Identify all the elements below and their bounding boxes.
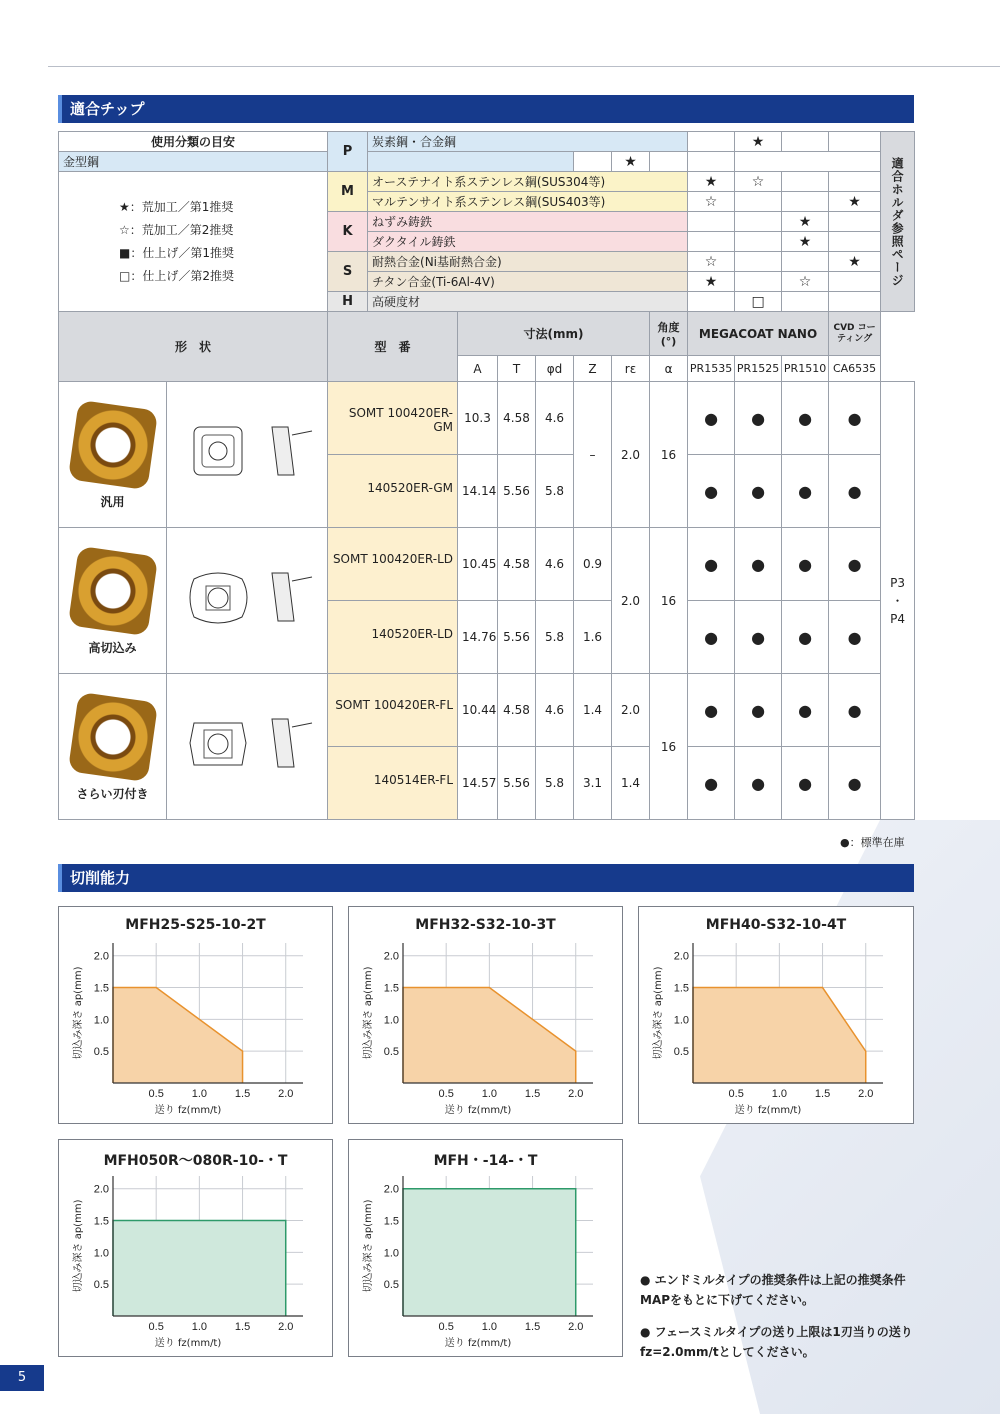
iso-letter: M [328,172,368,212]
x-tick-label: 1.5 [524,1088,541,1100]
legend-item: ■：仕上げ／第1推奨 [119,245,234,260]
section-title: 切削能力 [70,869,131,887]
product-row [59,382,915,455]
product-row [59,528,915,601]
stock-dot: ● [688,382,735,455]
recommend-mark [688,152,735,172]
chart-title: MFH32-S32-10-3T [415,917,556,933]
dim-A: 14.57 [458,747,498,820]
recommend-mark: ☆ [688,192,735,212]
dim-re: 2.0 [612,382,650,528]
recommend-mark: ★ [688,272,735,292]
x-axis-label: 送り fz(mm/t) [734,1105,802,1116]
x-tick-label: 1.5 [234,1088,251,1100]
stock-dot: ● [782,601,829,674]
recommend-mark: ★ [782,212,829,232]
dim-re: 2.0 [612,528,650,674]
x-tick-label: 1.0 [191,1088,208,1100]
iso-letter: P [328,132,368,172]
model-prefix: SOMT [348,406,384,420]
x-tick-label: 2.0 [278,1088,294,1100]
y-tick-label: 2.0 [93,950,109,963]
dimensions-header: 寸法(mm) [458,312,650,356]
stock-dot: ● [735,674,782,747]
stock-note: ●：標準在庫 [840,836,905,849]
section-fitting-tips [58,95,914,123]
chart-title: MFH050R〜080R-10-・T [103,1153,288,1169]
recommend-mark [735,212,782,232]
y-tick-label: 2.0 [383,950,399,963]
recommend-mark [829,212,881,232]
recommend-mark [782,172,829,192]
material-name: オーステナイト系ステンレス鋼(SUS304等) [368,172,688,192]
iso-letter: K [328,212,368,252]
chart-mfh32 [348,906,623,1124]
recommend-mark [829,272,881,292]
chart-svg [59,907,334,1125]
model-prefix: SOMT [335,698,371,712]
dim-A: 14.76 [458,601,498,674]
model-cell [328,674,458,747]
legend-item: ☆：荒加工／第2推奨 [119,222,234,237]
insert-photo-cell [59,382,167,528]
recommend-mark [782,252,829,272]
y-tick-label: 1.0 [383,1247,399,1260]
capability-area [693,988,866,1083]
insert-drawing [172,541,322,661]
section-cutting [58,864,914,892]
dim-d: 5.8 [536,601,574,674]
x-axis-label: 送り fz(mm/t) [444,1105,512,1116]
model-code: 100420ER-GM [387,406,454,434]
holder-ref-cell [881,382,915,820]
recommend-mark [829,132,881,152]
recommend-mark [829,292,881,312]
capability-area [403,988,576,1083]
insert-drawing [172,687,322,807]
dim-col-header: φd [536,356,574,382]
x-tick-label: 0.5 [438,1321,454,1333]
model-cell [328,601,458,674]
top-rule [48,66,1000,67]
y-axis-label: 切込み深さ ap(mm) [363,1199,374,1293]
y-axis-label: 切込み深さ ap(mm) [73,1199,84,1293]
x-axis-label: 送り fz(mm/t) [154,1338,222,1349]
material-name: マルテンサイト系ステンレス鋼(SUS403等) [368,192,688,212]
x-tick-label: 0.5 [148,1088,164,1100]
y-tick-label: 0.5 [93,1279,109,1292]
x-tick-label: 1.0 [771,1088,788,1100]
stock-dot: ● [782,455,829,528]
model-code: 140520ER-GM [367,481,454,495]
note-facemill: ● フェースミルタイプの送り上限は1刃当りの送りfz=2.0mm/tとしてください。 [640,1325,913,1359]
x-tick-label: 1.5 [524,1321,541,1333]
x-tick-label: 2.0 [278,1321,294,1333]
megacoat-header: MEGACOAT NANO [688,312,829,356]
y-tick-label: 0.5 [93,1046,109,1059]
x-tick-label: 2.0 [568,1321,584,1333]
drawing-cell [167,674,328,820]
chart-svg [639,907,915,1125]
stock-dot: ● [688,747,735,820]
stock-dot: ● [735,747,782,820]
stock-dot: ● [688,674,735,747]
recommend-mark: ★ [829,192,881,212]
dim-Z: 0.9 [574,528,612,601]
dim-col-header: A [458,356,498,382]
legend [59,172,328,312]
dim-A: 14.14 [458,455,498,528]
stock-dot: ● [829,674,881,747]
y-axis-label: 切込み深さ ap(mm) [363,966,374,1060]
recommend-mark [735,232,782,252]
dim-col-header: rε [612,356,650,382]
holder-ref-label: 適合ホルダ参照ページ [890,156,905,287]
x-tick-label: 0.5 [148,1321,164,1333]
stock-dot: ● [688,455,735,528]
dim-Z: 1.6 [574,601,612,674]
material-row [59,172,915,192]
x-tick-label: 1.5 [814,1088,831,1100]
y-tick-label: 1.5 [93,1215,109,1228]
recommend-mark [782,192,829,212]
model-cell [328,455,458,528]
capability-area [113,1221,286,1316]
stock-dot: ● [829,528,881,601]
dim-d: 5.8 [536,455,574,528]
x-tick-label: 1.0 [481,1321,498,1333]
model-cell [328,528,458,601]
holder-ref-value: P4 [890,611,905,626]
cvd-header: CVD コーティング [829,312,881,356]
stock-dot: ● [782,674,829,747]
model-code: 100420ER-FL [373,698,454,712]
iso-letter: H [328,292,368,312]
stock-dot: ● [782,528,829,601]
recommend-mark [735,252,782,272]
usage-label: 使用分類の目安 [59,132,328,152]
legend-item: ★：荒加工／第1推奨 [119,199,234,214]
dim-d: 5.8 [536,747,574,820]
y-axis-label: 切込み深さ ap(mm) [73,966,84,1060]
dim-T: 5.56 [498,747,536,820]
recommend-mark [735,272,782,292]
stock-dot: ● [782,382,829,455]
holder-ref-sep: ・ [891,593,904,608]
shape-header: 形 状 [59,312,328,382]
angle-header: 角度(°) [650,312,688,356]
x-tick-label: 0.5 [438,1088,454,1100]
stock-dot: ● [782,747,829,820]
model-cell [328,747,458,820]
capability-area [113,988,243,1083]
y-tick-label: 0.5 [673,1046,689,1059]
material-row [59,132,915,152]
dim-Z: 1.4 [574,674,612,747]
y-tick-label: 2.0 [673,950,689,963]
material-name: ダクタイル鋳鉄 [368,232,688,252]
x-tick-label: 2.0 [858,1088,874,1100]
chart-title: MFH・-14-・T [433,1153,538,1169]
x-axis-label: 送り fz(mm/t) [154,1105,222,1116]
recommend-mark [829,172,881,192]
shape-name: 高切込み [88,641,137,655]
recommend-mark: ☆ [688,252,735,272]
y-tick-label: 2.0 [383,1183,399,1196]
dim-T: 5.56 [498,455,536,528]
recommend-mark [688,292,735,312]
drawing-cell [167,528,328,674]
chart-title: MFH25-S25-10-2T [125,917,266,933]
recommend-mark [782,132,829,152]
recommend-mark [688,212,735,232]
y-tick-label: 1.0 [93,1014,109,1027]
dim-d: 4.6 [536,528,574,601]
recommend-mark [688,232,735,252]
y-tick-label: 1.5 [673,982,689,995]
fitting-tips-table [58,131,915,820]
material-row [59,152,915,172]
insert-photo-cell [59,674,167,820]
stock-dot: ● [688,528,735,601]
x-tick-label: 2.0 [568,1088,584,1100]
insert-photo [67,692,157,782]
dim-alpha: 16 [650,382,688,528]
dim-A: 10.45 [458,528,498,601]
recommend-mark [829,232,881,252]
chart-title: MFH40-S32-10-4T [705,917,847,933]
dim-col-header: α [650,356,688,382]
y-tick-label: 1.5 [383,982,399,995]
dim-A: 10.44 [458,674,498,747]
model-code: 100420ER-LD [371,552,454,566]
stock-dot: ● [829,455,881,528]
chart-mfh25 [58,906,333,1124]
recommend-mark [782,292,829,312]
model-cell [328,382,458,455]
material-name: 高硬度材 [368,292,688,312]
recommend-mark: □ [735,292,782,312]
dim-T: 4.58 [498,382,536,455]
stock-dot: ● [829,601,881,674]
stock-dot: ● [735,528,782,601]
holder-ref-value: P3 [890,575,905,590]
dim-col-header: Z [574,356,612,382]
model-prefix: SOMT [332,552,368,566]
material-name: ねずみ鋳鉄 [368,212,688,232]
capability-area [403,1189,576,1316]
section-title: 適合チップ [70,100,145,118]
stock-dot: ● [688,601,735,674]
y-tick-label: 1.5 [383,1215,399,1228]
chart-svg [59,1140,334,1358]
stock-dot: ● [735,455,782,528]
x-tick-label: 0.5 [728,1088,744,1100]
stock-dot: ● [735,601,782,674]
chart-mfh050r [58,1139,333,1357]
recommend-mark: ★ [782,232,829,252]
material-name: 金型鋼 [59,152,574,172]
model-code: 140514ER-FL [373,773,454,787]
dim-Z: 3.1 [574,747,612,820]
dim-T: 5.56 [498,601,536,674]
insert-photo [67,546,157,636]
x-tick-label: 1.5 [234,1321,251,1333]
dim-d: 4.6 [536,674,574,747]
x-axis-label: 送り fz(mm/t) [444,1338,512,1349]
material-name: 耐熱合金(Ni基耐熱合金) [368,252,688,272]
y-tick-label: 0.5 [383,1279,399,1292]
dim-re: 2.0 [612,674,650,747]
model-code: 140520ER-LD [371,627,454,641]
chart-svg [349,1140,624,1358]
recommend-mark: ★ [612,152,650,172]
stock-dot: ● [735,382,782,455]
dim-T: 4.58 [498,528,536,601]
chart-mfh14 [348,1139,623,1357]
y-axis-label: 切込み深さ ap(mm) [653,966,664,1060]
chart-mfh40 [638,906,914,1124]
iso-letter: S [328,252,368,292]
dim-A: 10.3 [458,382,498,455]
dim-T: 4.58 [498,674,536,747]
recommend-mark [735,192,782,212]
recommend-mark [650,152,688,172]
dim-alpha: 16 [650,528,688,674]
grade-header: PR1510 [782,356,829,382]
dim-col-header: T [498,356,536,382]
stock-dot: ● [829,747,881,820]
product-row [59,674,915,747]
insert-drawing [172,395,322,515]
recommend-mark [688,132,735,152]
stock-dot: ● [829,382,881,455]
holder-ref-header [881,132,915,312]
grade-header: CA6535 [829,356,881,382]
dim-alpha: 16 [650,674,688,820]
drawing-cell [167,382,328,528]
material-name: チタン合金(Ti-6Al-4V) [368,272,688,292]
material-name: 炭素鋼・合金鋼 [368,132,688,152]
recommend-mark: ☆ [782,272,829,292]
legend-item: □：仕上げ／第2推奨 [119,268,234,283]
insert-photo-cell [59,528,167,674]
page-number: 5 [0,1365,44,1391]
recommend-mark: ★ [735,132,782,152]
x-tick-label: 1.0 [191,1321,208,1333]
dim-d: 4.6 [536,382,574,455]
y-tick-label: 1.0 [673,1014,689,1027]
y-tick-label: 2.0 [93,1183,109,1196]
recommend-mark [574,152,612,172]
dim-Z: – [574,382,612,528]
y-tick-label: 1.0 [93,1247,109,1260]
grade-header: PR1525 [735,356,782,382]
y-tick-label: 1.5 [93,982,109,995]
note-endmill: ● エンドミルタイプの推奨条件は上記の推奨条件MAPをもとに下げてください。 [640,1273,906,1307]
y-tick-label: 1.0 [383,1014,399,1027]
model-header: 型 番 [328,312,458,382]
chart-svg [349,907,624,1125]
dim-re: 1.4 [612,747,650,820]
shape-name: さらい刃付き [76,787,149,801]
grade-header: PR1535 [688,356,735,382]
shape-name: 汎用 [100,495,125,509]
recommend-mark: ★ [829,252,881,272]
insert-photo [67,400,157,490]
recommend-mark: ☆ [735,172,782,192]
recommend-mark: ★ [688,172,735,192]
x-tick-label: 1.0 [481,1088,498,1100]
y-tick-label: 0.5 [383,1046,399,1059]
